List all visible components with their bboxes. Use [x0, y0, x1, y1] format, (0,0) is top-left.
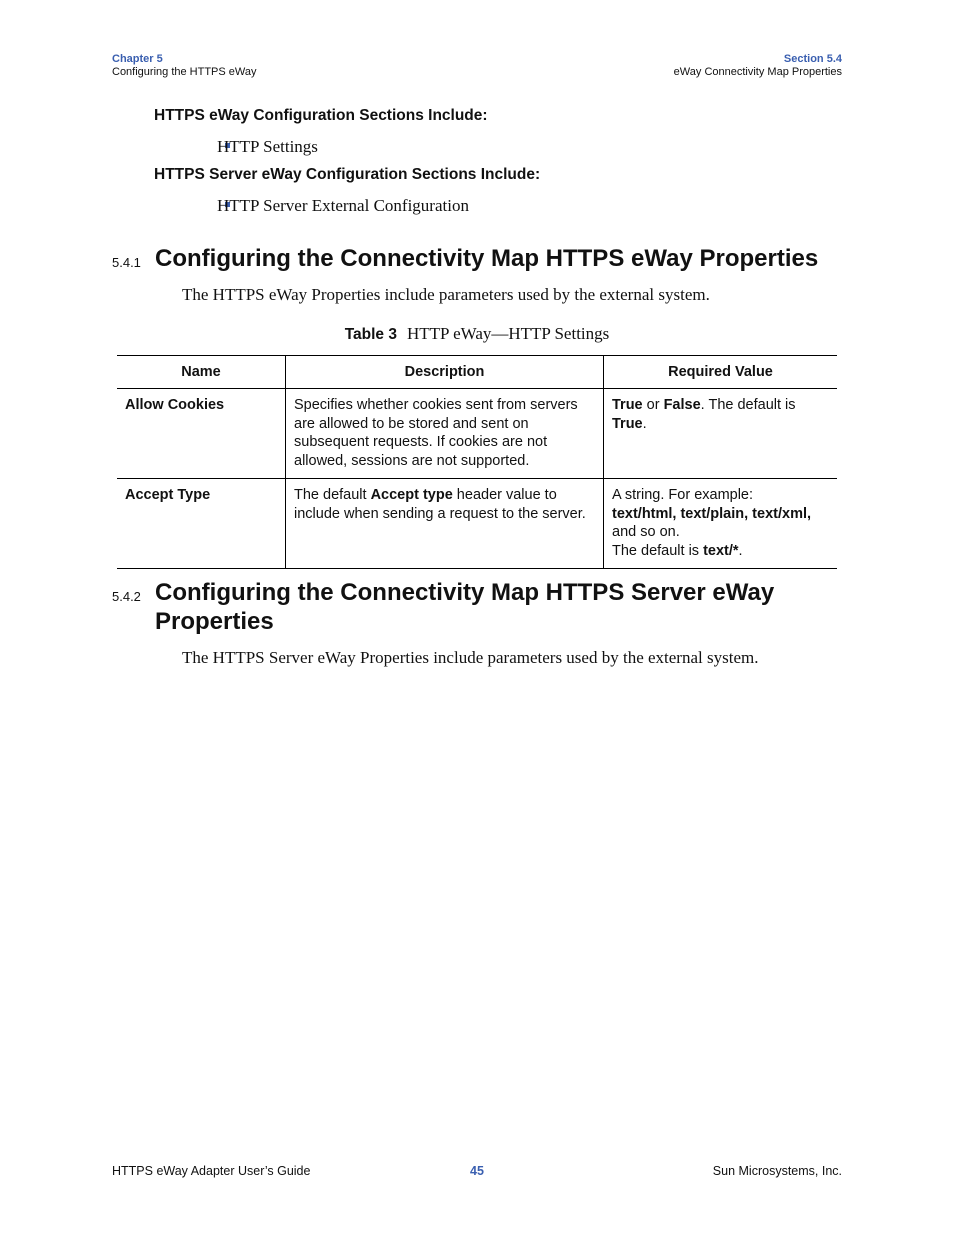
cell-required-value: True or False. The default is True.: [604, 389, 838, 479]
cell-description: The default Accept type header value to include when sending a request to the server.: [286, 479, 604, 569]
col-header-description: Description: [286, 356, 604, 389]
cell-description: Specifies whether cookies sent from servers are allowed to be stored and sent on subsequent requests. If cookies are not allowed, sessions are not supported.: [286, 389, 604, 479]
chapter-title: Configuring the HTTPS eWay: [112, 66, 257, 78]
http-settings-table: [117, 355, 837, 569]
section-542-paragraph: The HTTPS Server eWay Properties include parameters used by the external system.: [182, 648, 759, 667]
bullet-item-http-settings: HTTP Settings: [217, 137, 318, 156]
cell-name: Allow Cookies: [125, 397, 225, 413]
section-541-paragraph: The HTTPS eWay Properties include parameters used by the external system.: [182, 285, 710, 304]
col-header-name: Name: [181, 363, 221, 380]
section-number-542: 5.4.2: [112, 589, 141, 604]
bullet-item-http-server-config: HTTP Server External Configuration: [217, 196, 469, 215]
footer-company: Sun Microsystems, Inc.: [712, 1164, 842, 1178]
cell-required-value: A string. For example: text/html, text/plain, text/xml, and so on. The default is text/*.: [604, 479, 838, 569]
section-label: Section 5.4: [783, 53, 842, 65]
https-server-sections-heading: HTTPS Server eWay Configuration Sections Include:: [154, 166, 541, 183]
section-title: eWay Connectivity Map Properties: [673, 66, 842, 78]
table-caption: [0, 324, 954, 344]
table-row: [117, 479, 837, 569]
table-row: [117, 389, 837, 479]
https-sections-heading: HTTPS eWay Configuration Sections Include:: [154, 107, 488, 124]
table-label: Table 3: [344, 326, 397, 343]
page-number: 45: [470, 1164, 484, 1178]
cell-name: Accept Type: [125, 487, 211, 503]
table-header-row: [117, 356, 837, 389]
section-title-542: Configuring the Connectivity Map HTTPS Server eWay Properties: [155, 579, 775, 635]
chapter-label: Chapter 5: [112, 53, 163, 65]
page-header-right: [674, 53, 842, 79]
col-header-required-value: Required Value: [604, 356, 838, 389]
table-title: HTTP eWay—HTTP Settings: [406, 324, 610, 343]
section-title-541: Configuring the Connectivity Map HTTPS eWay Properties: [155, 245, 819, 272]
section-number-541: 5.4.1: [112, 255, 141, 270]
page-header-left: [112, 53, 256, 79]
footer-guide-title: HTTPS eWay Adapter User’s Guide: [112, 1164, 311, 1178]
